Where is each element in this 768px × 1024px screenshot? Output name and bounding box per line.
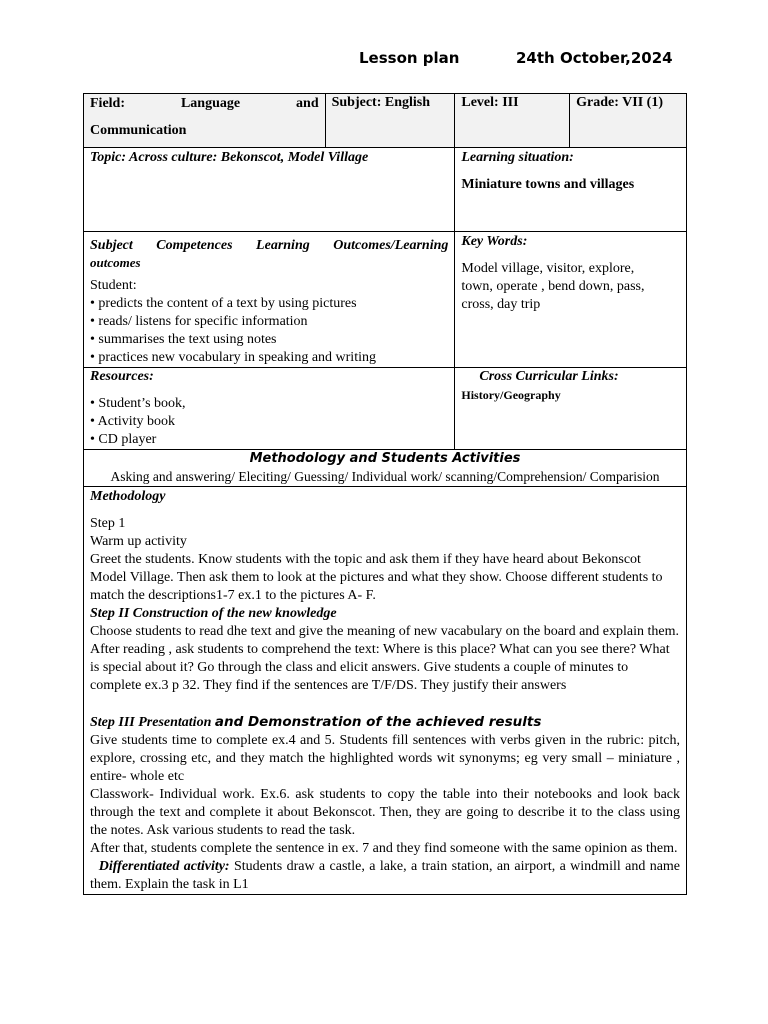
level-cell: Level: III — [455, 94, 570, 148]
cross-links-label: Cross Curricular Links: — [479, 369, 619, 384]
list-item: • CD player — [90, 432, 157, 447]
differentiated-activity — [90, 858, 680, 894]
competences-list — [90, 295, 448, 367]
field-cell — [84, 94, 326, 148]
step-3-text-1: Give students time to complete ex.4 and 5. Students fill sentences with verbs given in the rubric: pitch, explore, crossing etc, and they match the highlighted words wit synonyms; eg very small – miniature , entire- whole etc — [90, 733, 680, 784]
step-1-text: Greet the students. Know students with the topic and ask them if they have heard about Bekonscot Model Village. Then ask them to look at the pictures and what they show. Choose different students to match the descriptions1-7 ex.1 to the pictures A- F. — [90, 552, 663, 603]
methodology-bar-activities: Asking and answering/ Eleciting/ Guessing/ Individual work/ scanning/Comprehension/ Comparision — [110, 469, 660, 484]
learning-situation-label: Learning situation: — [461, 150, 574, 165]
step-3-title-a: Step III Presentation — [90, 715, 215, 730]
list-item: • practices new vocabulary in speaking and writing — [90, 350, 376, 365]
header-row — [84, 94, 687, 148]
list-item: • reads/ listens for specific information — [90, 314, 308, 329]
list-item: • Student’s book, — [90, 396, 186, 411]
competences-row — [84, 232, 687, 368]
competences-heading-cont: outcomes — [90, 255, 141, 270]
topic-text: Topic: Across culture: Bekonscot, Model Village — [90, 150, 369, 165]
cross-links-cell — [455, 368, 687, 450]
subject-cell: Subject: English — [325, 94, 455, 148]
methodology-bar-title: Methodology and Students Activities — [249, 451, 521, 466]
key-words-line-2: town, operate , bend down, pass, — [461, 279, 645, 294]
methodology-row — [84, 487, 687, 895]
differentiated-label: Differentiated activity: — [98, 859, 230, 874]
field-value-communication: Communication — [90, 123, 187, 138]
competences-heading — [90, 237, 448, 255]
lesson-date: 24th October,2024 — [516, 49, 673, 67]
resources-row — [84, 368, 687, 450]
step-3-title — [90, 713, 680, 732]
lesson-plan-table — [83, 93, 687, 895]
field-value-language: Language — [180, 96, 241, 111]
student-label: Student: — [90, 278, 137, 293]
learning-situation-value: Miniature towns and villages — [461, 177, 635, 192]
topic-cell — [84, 148, 455, 232]
key-words-line-1: Model village, visitor, explore, — [461, 261, 635, 276]
methodology-bar-cell — [84, 450, 687, 487]
competences-cell — [84, 232, 455, 368]
step-2-text: Choose students to read dhe text and give the meaning of new vacabulary on the board and explain them. After reading , ask students to comprehend the text: Where is this place? What can you see there? What is special about it? Go through the class and elicit answers. Give students a couple of minutes to complete ex.3 p 32. They find if the sentences are T/F/DS. They justify their answers — [90, 624, 679, 693]
step-1-subtitle: Warm up activity — [90, 534, 187, 549]
differentiated-text: Students draw a castle, a lake, a train station, an airport, a windmill and name them. Explain the task in L1 — [90, 859, 681, 892]
step-3-text-3: After that, students complete the sentence in ex. 7 and they find someone with the same opinion as them. — [90, 841, 678, 856]
resources-list — [90, 395, 448, 449]
list-item: • predicts the content of a text by using pictures — [90, 296, 357, 311]
list-item: • Activity book — [90, 414, 176, 429]
step-1-title: Step 1 — [90, 516, 126, 531]
learning-situation-cell — [455, 148, 687, 232]
page-title: Lesson plan — [359, 49, 460, 67]
list-item: • summarises the text using notes — [90, 332, 277, 347]
methodology-heading: Methodology — [90, 489, 166, 504]
field-label: Field: — [90, 96, 125, 111]
grade-cell: Grade: VII (1) — [570, 94, 687, 148]
step-3-title-b: and Demonstration of the achieved results — [214, 714, 542, 730]
resources-label: Resources: — [90, 369, 154, 384]
methodology-bar-row — [84, 450, 687, 487]
key-words-label: Key Words: — [461, 234, 528, 249]
methodology-cell — [84, 487, 687, 895]
topic-row — [84, 148, 687, 232]
step-2-title: Step II Construction of the new knowledge — [90, 606, 337, 621]
key-words-cell — [455, 232, 687, 368]
field-value-and: and — [296, 96, 319, 111]
step-3-text-2: Classwork- Individual work. Ex.6. ask students to copy the table into their notebooks and look back through the text and complete it about Bekonscot. Then, they are going to describe it to the class using the notes. Ask various students to read the task. — [90, 787, 680, 838]
resources-cell — [84, 368, 455, 450]
cross-links-value: History/Geography — [461, 388, 561, 402]
competences-heading-text: Subject Competences Learning Outcomes/Learning — [90, 238, 449, 253]
key-words-line-3: cross, day trip — [461, 297, 541, 312]
